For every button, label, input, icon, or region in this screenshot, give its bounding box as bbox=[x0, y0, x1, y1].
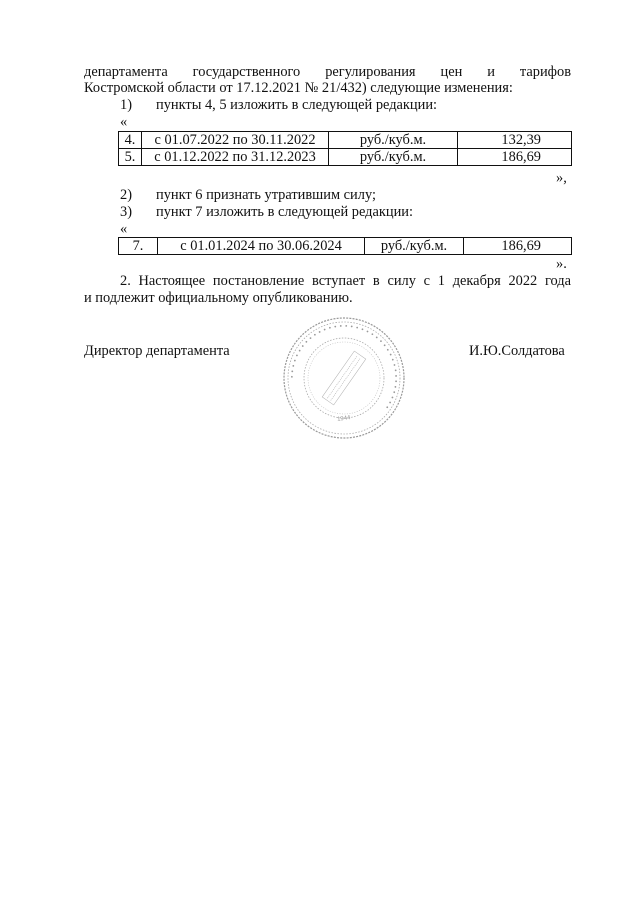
row-unit: руб./куб.м. bbox=[329, 132, 458, 149]
svg-text:1944: 1944 bbox=[336, 415, 351, 423]
intro-word: государственного bbox=[192, 64, 301, 80]
table-row bbox=[119, 149, 572, 166]
signature-name: И.Ю.Солдатова bbox=[469, 343, 565, 359]
row-price: 186,69 bbox=[458, 149, 572, 166]
svg-text:• • • • • • • • • • • • • • • bbox=[289, 323, 399, 410]
tariff-table-1 bbox=[118, 131, 572, 166]
tariff-table-2 bbox=[118, 237, 572, 255]
intro-word: тарифов bbox=[519, 64, 571, 80]
row-number: 7. bbox=[119, 238, 158, 255]
item-1-number: 1) bbox=[120, 97, 132, 113]
intro-line-1 bbox=[84, 64, 571, 80]
quote-open-1: « bbox=[120, 114, 128, 130]
row-price: 186,69 bbox=[464, 238, 572, 255]
item-2-text: пункт 6 признать утратившим силу; bbox=[156, 187, 376, 203]
seal-icon bbox=[282, 316, 406, 440]
quote-open-2: « bbox=[120, 221, 128, 237]
official-seal bbox=[282, 316, 406, 440]
intro-line-2: Костромской области от 17.12.2021 № 21/432) следующие изменения: bbox=[84, 80, 513, 96]
item-1-text: пункты 4, 5 изложить в следующей редакции: bbox=[156, 97, 438, 113]
row-price: 132,39 bbox=[458, 132, 572, 149]
item-2-number: 2) bbox=[120, 187, 132, 203]
table-row bbox=[119, 238, 572, 255]
row-period: с 01.07.2022 по 30.11.2022 bbox=[142, 132, 329, 149]
row-number: 4. bbox=[119, 132, 142, 149]
row-period: с 01.01.2024 по 30.06.2024 bbox=[158, 238, 365, 255]
intro-word: и bbox=[487, 64, 495, 80]
row-number: 5. bbox=[119, 149, 142, 166]
item-3-text: пункт 7 изложить в следующей редакции: bbox=[156, 204, 413, 220]
table-row bbox=[119, 132, 572, 149]
clause-2-line-2: и подлежит официальному опубликованию. bbox=[84, 290, 353, 306]
intro-word: регулирования bbox=[325, 64, 416, 80]
signature-position: Директор департамента bbox=[84, 343, 230, 359]
intro-word: цен bbox=[440, 64, 463, 80]
clause-2-line-1: 2. Настоящее постановление вступает в силу с 1 декабря 2022 года bbox=[120, 273, 571, 289]
row-unit: руб./куб.м. bbox=[329, 149, 458, 166]
seal-ring-text: • • • • • • • • • • • • • • • • • • • • • • • • • • • • • • • • • • • • bbox=[288, 322, 400, 411]
row-period: с 01.12.2022 по 31.12.2023 bbox=[142, 149, 329, 166]
row-unit: руб./куб.м. bbox=[365, 238, 464, 255]
intro-word: департамента bbox=[84, 64, 168, 80]
item-3-number: 3) bbox=[120, 204, 132, 220]
quote-close-2: ». bbox=[556, 256, 567, 272]
quote-close-1: », bbox=[556, 170, 567, 186]
